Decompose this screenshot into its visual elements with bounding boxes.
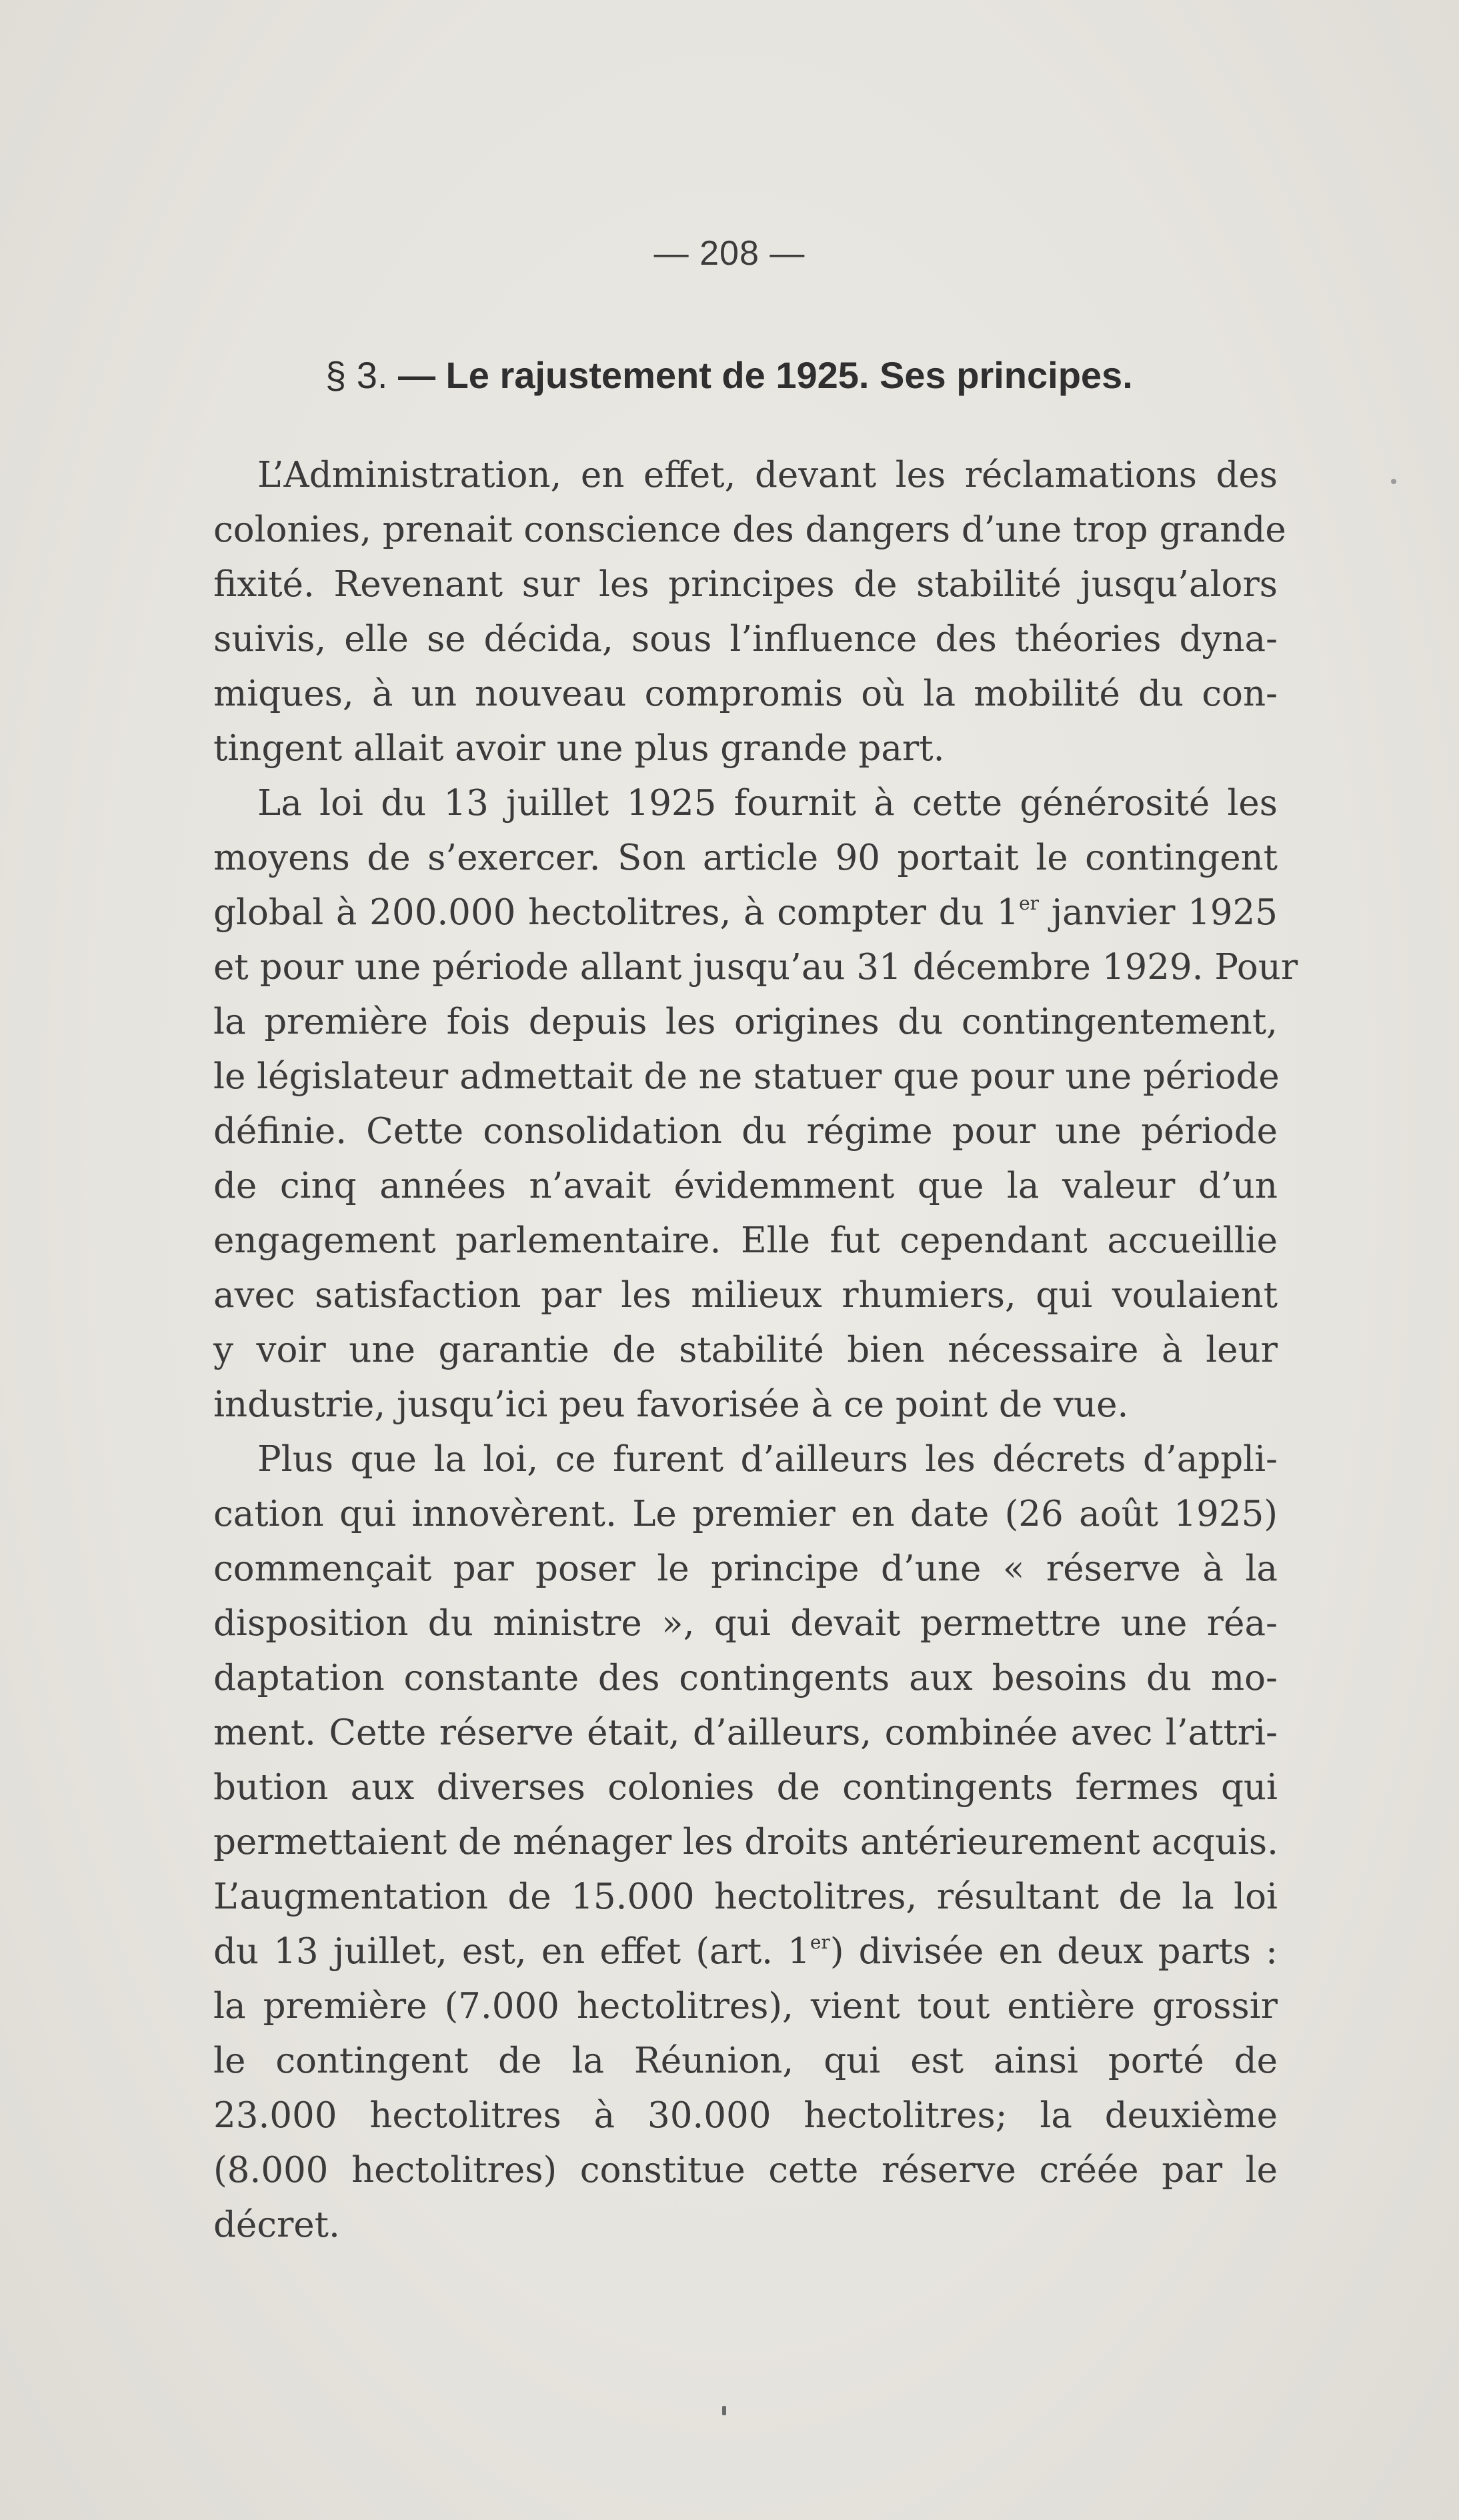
paper-speck [1391,479,1396,484]
text-line: y voir une garantie de stabilité bien nécessaire à leur [213,1330,1278,1370]
text-line: bution aux diverses colonies de contingents fermes qui [213,1767,1278,1808]
text-fragment: global à 200.000 hectolitres, à compter du 1 [213,892,1020,933]
text-line: et pour une période allant jusqu’au 31 décembre 1929. Pour [213,947,1298,988]
text-line: cation qui innovèrent. Le premier en date (26 août 1925) [213,1494,1278,1534]
text-line: colonies, prenait conscience des dangers d’une trop grande [213,509,1286,550]
text-line: daptation constante des contingents aux besoins du mo- [213,1658,1278,1698]
section-symbol: § 3. [325,354,388,396]
text-line: tingent allait avoir une plus grande part. [213,728,945,769]
text-line: La loi du 13 juillet 1925 fournit à cette générosité les [257,783,1278,824]
text-fragment: du 13 juillet, est, en effet (art. 1 [213,1931,810,1972]
text-line: commençait par poser le principe d’une « réserve à la [213,1548,1278,1589]
text-line: fixité. Revenant sur les principes de stabilité jusqu’alors [213,564,1278,605]
paper-speck [722,2406,726,2415]
text-line: miques, à un nouveau compromis où la mobilité du con- [213,674,1278,714]
text-line: ment. Cette réserve était, d’ailleurs, combinée avec l’attri- [213,1712,1278,1753]
text-line: industrie, jusqu’ici peu favorisée à ce point de vue. [213,1384,1129,1425]
text-line: L’Administration, en effet, devant les réclamations des [257,455,1278,495]
text-line: engagement parlementaire. Elle fut cependant accueillie [213,1220,1278,1261]
text-line: permettaient de ménager les droits antérieurement acquis. [213,1822,1278,1862]
text-line: (8.000 hectolitres) constitue cette réserve créée par le [213,2150,1278,2191]
text-line [213,1925,1278,1979]
text-line: suivis, elle se décida, sous l’influence des théories dyna- [213,619,1278,660]
superscript: er [810,1931,830,1953]
text-line: moyens de s’exercer. Son article 90 portait le contingent [213,838,1278,878]
superscript: er [1019,892,1040,914]
section-heading [325,353,1133,397]
text-line: avec satisfaction par les milieux rhumiers, qui voulaient [213,1275,1278,1316]
text-line: décret. [213,2205,340,2245]
text-line [213,886,1278,940]
text-line: 23.000 hectolitres à 30.000 hectolitres; la deuxième [213,2095,1278,2136]
text-line: la première (7.000 hectolitres), vient tout entière grossir [213,1986,1278,2027]
text-fragment: ) divisée en deux parts : [830,1931,1278,1972]
section-title: — Le rajustement de 1925. Ses principes. [397,354,1133,396]
text-line: de cinq années n’avait évidemment que la valeur d’un [213,1166,1278,1206]
text-line: le contingent de la Réunion, qui est ainsi porté de [213,2041,1278,2081]
text-line: disposition du ministre », qui devait permettre une réa- [213,1603,1278,1644]
text-line: le législateur admettait de ne statuer que pour une période [213,1056,1280,1097]
text-line: Plus que la loi, ce furent d’ailleurs les décrets d’appli- [257,1439,1278,1480]
text-line: définie. Cette consolidation du régime pour une période [213,1111,1278,1152]
text-fragment: janvier 1925 [1039,892,1278,933]
text-line: L’augmentation de 15.000 hectolitres, résultant de la loi [213,1876,1278,1917]
page-number: — 208 — [653,234,806,273]
text-line: la première fois depuis les origines du contingentement, [213,1002,1278,1042]
